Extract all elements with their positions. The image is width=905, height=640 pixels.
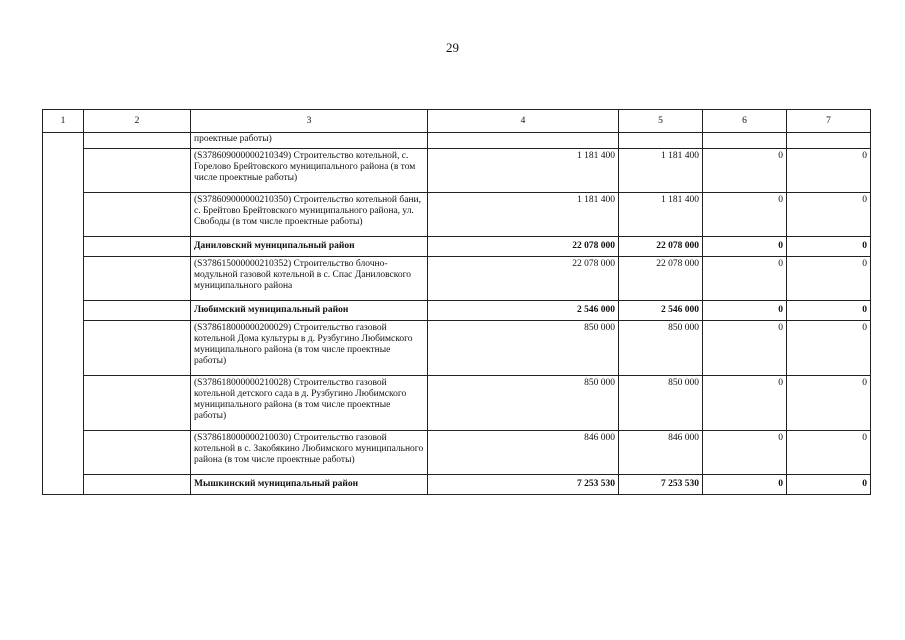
project-name: (S378618000000210030) Строительство газовой котельной в с. Закобякино Любимского муниципального района (в том числе проектные работы) bbox=[191, 431, 428, 475]
amount-column-7: 0 bbox=[787, 475, 871, 495]
amount-column-4: 850 000 bbox=[428, 321, 619, 376]
amount-column-5: 850 000 bbox=[619, 321, 703, 376]
column-header-4: 4 bbox=[428, 110, 619, 133]
amount-column-7: 0 bbox=[787, 321, 871, 376]
amount-column-5: 1 181 400 bbox=[619, 149, 703, 193]
project-name: (S378615000000210352) Строительство блочно-модульной газовой котельной в с. Спас Даниловского муниципального района bbox=[191, 257, 428, 301]
amount-column-7: 0 bbox=[787, 431, 871, 475]
column-2-cell bbox=[84, 237, 191, 257]
column-2-cell bbox=[84, 431, 191, 475]
amount-column-5: 846 000 bbox=[619, 431, 703, 475]
column-2-cell bbox=[84, 475, 191, 495]
column-header-6: 6 bbox=[703, 110, 787, 133]
amount-column-7: 0 bbox=[787, 301, 871, 321]
amount-column-6: 0 bbox=[703, 257, 787, 301]
district-name: Мышкинский муниципальный район bbox=[191, 475, 428, 495]
column-4-cell bbox=[428, 133, 619, 149]
column-header-7: 7 bbox=[787, 110, 871, 133]
amount-column-4: 22 078 000 bbox=[428, 257, 619, 301]
column-2-cell bbox=[84, 376, 191, 431]
amount-column-4: 850 000 bbox=[428, 376, 619, 431]
amount-column-5: 22 078 000 bbox=[619, 237, 703, 257]
amount-column-6: 0 bbox=[703, 237, 787, 257]
amount-column-5: 850 000 bbox=[619, 376, 703, 431]
amount-column-4: 2 546 000 bbox=[428, 301, 619, 321]
amount-column-6: 0 bbox=[703, 475, 787, 495]
page-number: 29 bbox=[446, 40, 459, 55]
column-6-cell bbox=[703, 133, 787, 149]
amount-column-7: 0 bbox=[787, 149, 871, 193]
column-2-cell bbox=[84, 133, 191, 149]
column-header-1: 1 bbox=[43, 110, 84, 133]
column-header-5: 5 bbox=[619, 110, 703, 133]
column-header-3: 3 bbox=[191, 110, 428, 133]
amount-column-4: 22 078 000 bbox=[428, 237, 619, 257]
project-name: (S378609000000210349) Строительство котельной, с. Горелово Брейтовского муниципального района (в том числе проектные работы) bbox=[191, 149, 428, 193]
district-total-row bbox=[43, 237, 871, 257]
column-2-cell bbox=[84, 321, 191, 376]
amount-column-6: 0 bbox=[703, 321, 787, 376]
amount-column-6: 0 bbox=[703, 376, 787, 431]
project-row bbox=[43, 376, 871, 431]
amount-column-7: 0 bbox=[787, 376, 871, 431]
amount-column-7: 0 bbox=[787, 237, 871, 257]
amount-column-4: 1 181 400 bbox=[428, 149, 619, 193]
amount-column-5: 2 546 000 bbox=[619, 301, 703, 321]
district-name: Любимский муниципальный район bbox=[191, 301, 428, 321]
amount-column-5: 7 253 530 bbox=[619, 475, 703, 495]
project-row bbox=[43, 257, 871, 301]
amount-column-5: 1 181 400 bbox=[619, 193, 703, 237]
column-header-2: 2 bbox=[84, 110, 191, 133]
column-1-cell bbox=[43, 133, 84, 495]
district-name: Даниловский муниципальный район bbox=[191, 237, 428, 257]
project-row bbox=[43, 149, 871, 193]
header-row bbox=[43, 110, 871, 133]
column-2-cell bbox=[84, 193, 191, 237]
column-2-cell bbox=[84, 301, 191, 321]
column-5-cell bbox=[619, 133, 703, 149]
amount-column-6: 0 bbox=[703, 149, 787, 193]
project-row bbox=[43, 193, 871, 237]
amount-column-7: 0 bbox=[787, 257, 871, 301]
amount-column-6: 0 bbox=[703, 193, 787, 237]
amount-column-6: 0 bbox=[703, 431, 787, 475]
continuation-text: проектные работы) bbox=[191, 133, 428, 149]
district-total-row bbox=[43, 475, 871, 495]
project-name: (S378609000000210350) Строительство котельной бани, с. Брейтово Брейтовского муниципального района, ул. Свободы (в том числе проектные работы) bbox=[191, 193, 428, 237]
project-name: (S378618000000200029) Строительство газовой котельной Дома культуры в д. Рузбугино Любимского муниципального района (в том числе проектные работы) bbox=[191, 321, 428, 376]
continuation-row bbox=[43, 133, 871, 149]
amount-column-4: 1 181 400 bbox=[428, 193, 619, 237]
project-name: (S378618000000210028) Строительство газовой котельной детского сада в д. Рузбугино Любимского муниципального района (в том числе проектные работы) bbox=[191, 376, 428, 431]
column-2-cell bbox=[84, 257, 191, 301]
amount-column-6: 0 bbox=[703, 301, 787, 321]
column-2-cell bbox=[84, 149, 191, 193]
amount-column-5: 22 078 000 bbox=[619, 257, 703, 301]
amount-column-7: 0 bbox=[787, 193, 871, 237]
district-total-row bbox=[43, 301, 871, 321]
amount-column-4: 846 000 bbox=[428, 431, 619, 475]
table-body bbox=[43, 133, 871, 495]
amount-column-4: 7 253 530 bbox=[428, 475, 619, 495]
project-row bbox=[43, 431, 871, 475]
project-row bbox=[43, 321, 871, 376]
budget-table bbox=[42, 109, 871, 495]
column-7-cell bbox=[787, 133, 871, 149]
